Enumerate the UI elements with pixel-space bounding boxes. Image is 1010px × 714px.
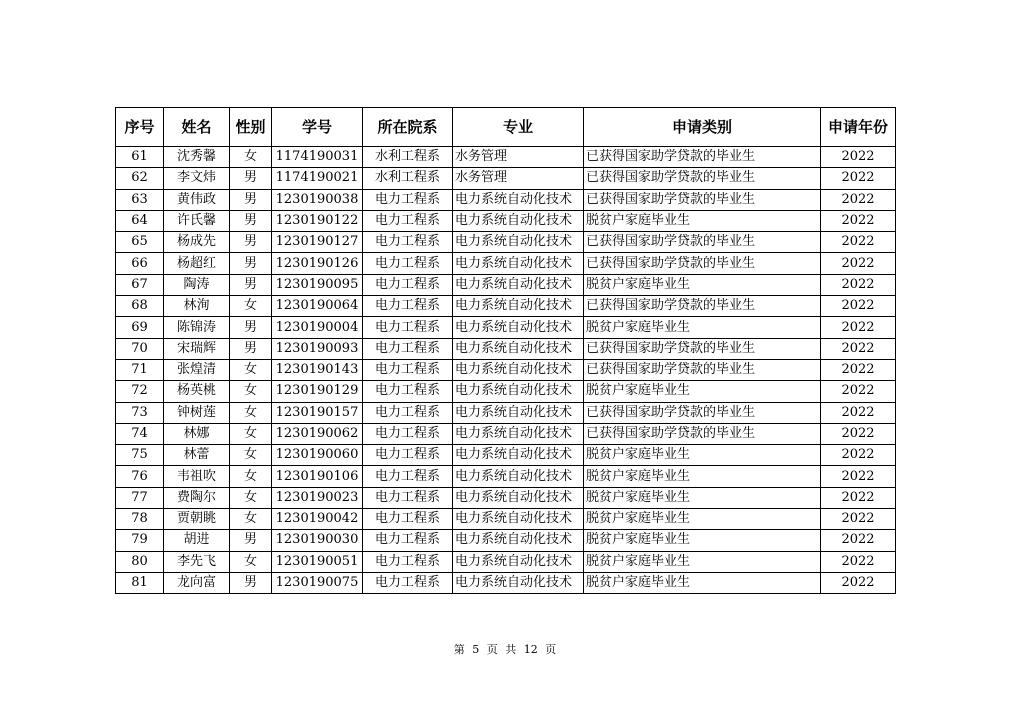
cell-category: 脱贫户家庭毕业生: [584, 445, 821, 466]
cell-student-id: 1230190157: [272, 402, 363, 423]
cell-name: 张煌清: [164, 359, 230, 380]
cell-gender: 男: [230, 168, 272, 189]
cell-year: 2022: [821, 359, 896, 380]
table-row: [116, 359, 896, 380]
cell-major: 电力系统自动化技术: [453, 402, 584, 423]
cell-name: 林蕾: [164, 445, 230, 466]
cell-category: 已获得国家助学贷款的毕业生: [584, 402, 821, 423]
cell-major: 电力系统自动化技术: [453, 296, 584, 317]
cell-year: 2022: [821, 168, 896, 189]
cell-student-id: 1230190062: [272, 423, 363, 444]
cell-major: 电力系统自动化技术: [453, 381, 584, 402]
table-row: [116, 168, 896, 189]
cell-student-id: 1230190106: [272, 466, 363, 487]
cell-gender: 女: [230, 359, 272, 380]
cell-year: 2022: [821, 423, 896, 444]
cell-major: 电力系统自动化技术: [453, 274, 584, 295]
table-row: [116, 147, 896, 168]
cell-year: 2022: [821, 487, 896, 508]
cell-gender: 男: [230, 253, 272, 274]
header-category: 申请类别: [584, 108, 821, 147]
cell-category: 已获得国家助学贷款的毕业生: [584, 296, 821, 317]
cell-name: 龙向富: [164, 572, 230, 593]
cell-gender: 男: [230, 338, 272, 359]
cell-major: 电力系统自动化技术: [453, 359, 584, 380]
header-department: 所在院系: [363, 108, 453, 147]
footer-suffix: 页: [545, 643, 557, 656]
header-gender: 性别: [230, 108, 272, 147]
cell-name: 韦祖吹: [164, 466, 230, 487]
cell-category: 已获得国家助学贷款的毕业生: [584, 423, 821, 444]
cell-department: 电力工程系: [363, 466, 453, 487]
cell-department: 水利工程系: [363, 168, 453, 189]
cell-year: 2022: [821, 147, 896, 168]
cell-major: 电力系统自动化技术: [453, 423, 584, 444]
cell-major: 电力系统自动化技术: [453, 189, 584, 210]
table-row: [116, 530, 896, 551]
cell-student-id: 1174190031: [272, 147, 363, 168]
cell-year: 2022: [821, 381, 896, 402]
cell-category: 脱贫户家庭毕业生: [584, 487, 821, 508]
cell-category: 脱贫户家庭毕业生: [584, 381, 821, 402]
cell-name: 贾朝眺: [164, 509, 230, 530]
cell-name: 林洵: [164, 296, 230, 317]
cell-gender: 女: [230, 423, 272, 444]
table-row: [116, 210, 896, 231]
cell-name: 沈秀馨: [164, 147, 230, 168]
table-row: [116, 551, 896, 572]
table-row: [116, 402, 896, 423]
cell-index: 69: [116, 317, 164, 338]
cell-category: 已获得国家助学贷款的毕业生: [584, 253, 821, 274]
footer-total-word: 共: [505, 643, 517, 656]
cell-department: 电力工程系: [363, 232, 453, 253]
cell-major: 水务管理: [453, 147, 584, 168]
cell-major: 电力系统自动化技术: [453, 210, 584, 231]
cell-index: 75: [116, 445, 164, 466]
cell-student-id: 1230190038: [272, 189, 363, 210]
cell-index: 72: [116, 381, 164, 402]
header-student-id: 学号: [272, 108, 363, 147]
cell-index: 74: [116, 423, 164, 444]
cell-major: 电力系统自动化技术: [453, 530, 584, 551]
table-row: [116, 572, 896, 593]
cell-student-id: 1174190021: [272, 168, 363, 189]
cell-name: 胡进: [164, 530, 230, 551]
cell-major: 电力系统自动化技术: [453, 253, 584, 274]
header-index: 序号: [116, 108, 164, 147]
cell-department: 电力工程系: [363, 381, 453, 402]
cell-category: 脱贫户家庭毕业生: [584, 530, 821, 551]
cell-gender: 男: [230, 530, 272, 551]
cell-student-id: 1230190030: [272, 530, 363, 551]
cell-department: 电力工程系: [363, 359, 453, 380]
cell-department: 电力工程系: [363, 296, 453, 317]
header-major: 专业: [453, 108, 584, 147]
cell-gender: 女: [230, 509, 272, 530]
cell-index: 62: [116, 168, 164, 189]
page-footer: [0, 641, 1010, 657]
cell-department: 电力工程系: [363, 189, 453, 210]
cell-index: 66: [116, 253, 164, 274]
cell-year: 2022: [821, 317, 896, 338]
cell-category: 脱贫户家庭毕业生: [584, 572, 821, 593]
cell-year: 2022: [821, 572, 896, 593]
cell-gender: 女: [230, 487, 272, 508]
cell-department: 电力工程系: [363, 487, 453, 508]
cell-year: 2022: [821, 466, 896, 487]
cell-name: 杨成先: [164, 232, 230, 253]
cell-student-id: 1230190095: [272, 274, 363, 295]
cell-category: 脱贫户家庭毕业生: [584, 551, 821, 572]
cell-name: 费陶尔: [164, 487, 230, 508]
cell-major: 电力系统自动化技术: [453, 487, 584, 508]
cell-major: 电力系统自动化技术: [453, 445, 584, 466]
header-row: [116, 108, 896, 147]
cell-department: 电力工程系: [363, 572, 453, 593]
cell-student-id: 1230190060: [272, 445, 363, 466]
cell-department: 电力工程系: [363, 338, 453, 359]
cell-year: 2022: [821, 232, 896, 253]
cell-major: 电力系统自动化技术: [453, 232, 584, 253]
cell-year: 2022: [821, 274, 896, 295]
cell-student-id: 1230190075: [272, 572, 363, 593]
cell-major: 电力系统自动化技术: [453, 572, 584, 593]
cell-student-id: 1230190129: [272, 381, 363, 402]
cell-name: 杨超红: [164, 253, 230, 274]
cell-category: 已获得国家助学贷款的毕业生: [584, 232, 821, 253]
cell-gender: 女: [230, 381, 272, 402]
cell-category: 已获得国家助学贷款的毕业生: [584, 359, 821, 380]
cell-name: 钟树莲: [164, 402, 230, 423]
cell-category: 已获得国家助学贷款的毕业生: [584, 168, 821, 189]
cell-gender: 男: [230, 317, 272, 338]
cell-index: 67: [116, 274, 164, 295]
cell-student-id: 1230190064: [272, 296, 363, 317]
cell-gender: 女: [230, 402, 272, 423]
student-table: [115, 107, 896, 594]
table-row: [116, 423, 896, 444]
cell-index: 64: [116, 210, 164, 231]
footer-prefix: 第: [453, 643, 465, 656]
cell-student-id: 1230190042: [272, 509, 363, 530]
cell-department: 电力工程系: [363, 445, 453, 466]
table-row: [116, 296, 896, 317]
cell-name: 许氏馨: [164, 210, 230, 231]
cell-major: 电力系统自动化技术: [453, 509, 584, 530]
cell-student-id: 1230190126: [272, 253, 363, 274]
cell-category: 已获得国家助学贷款的毕业生: [584, 189, 821, 210]
cell-department: 电力工程系: [363, 210, 453, 231]
cell-index: 65: [116, 232, 164, 253]
cell-student-id: 1230190051: [272, 551, 363, 572]
cell-gender: 男: [230, 572, 272, 593]
table-row: [116, 338, 896, 359]
cell-major: 电力系统自动化技术: [453, 338, 584, 359]
table-row: [116, 189, 896, 210]
table-row: [116, 466, 896, 487]
cell-major: 电力系统自动化技术: [453, 466, 584, 487]
cell-major: 水务管理: [453, 168, 584, 189]
cell-year: 2022: [821, 509, 896, 530]
cell-category: 脱贫户家庭毕业生: [584, 317, 821, 338]
cell-index: 71: [116, 359, 164, 380]
cell-department: 电力工程系: [363, 530, 453, 551]
cell-name: 林娜: [164, 423, 230, 444]
cell-category: 脱贫户家庭毕业生: [584, 509, 821, 530]
cell-gender: 女: [230, 551, 272, 572]
cell-year: 2022: [821, 530, 896, 551]
cell-student-id: 1230190143: [272, 359, 363, 380]
cell-name: 李文炜: [164, 168, 230, 189]
cell-major: 电力系统自动化技术: [453, 317, 584, 338]
footer-page-number: 5: [472, 643, 480, 656]
cell-index: 70: [116, 338, 164, 359]
cell-gender: 男: [230, 189, 272, 210]
cell-gender: 女: [230, 296, 272, 317]
table-row: [116, 509, 896, 530]
cell-index: 77: [116, 487, 164, 508]
cell-department: 电力工程系: [363, 317, 453, 338]
cell-department: 电力工程系: [363, 509, 453, 530]
cell-year: 2022: [821, 189, 896, 210]
cell-category: 脱贫户家庭毕业生: [584, 274, 821, 295]
cell-year: 2022: [821, 445, 896, 466]
cell-year: 2022: [821, 210, 896, 231]
cell-student-id: 1230190004: [272, 317, 363, 338]
cell-name: 宋瑞辉: [164, 338, 230, 359]
cell-index: 79: [116, 530, 164, 551]
cell-index: 61: [116, 147, 164, 168]
cell-gender: 女: [230, 445, 272, 466]
cell-name: 杨英桃: [164, 381, 230, 402]
table-row: [116, 253, 896, 274]
cell-index: 76: [116, 466, 164, 487]
cell-category: 脱贫户家庭毕业生: [584, 210, 821, 231]
cell-index: 63: [116, 189, 164, 210]
cell-department: 电力工程系: [363, 423, 453, 444]
cell-gender: 男: [230, 232, 272, 253]
cell-year: 2022: [821, 296, 896, 317]
cell-year: 2022: [821, 402, 896, 423]
cell-name: 李先飞: [164, 551, 230, 572]
footer-total-pages: 12: [523, 643, 538, 656]
header-name: 姓名: [164, 108, 230, 147]
header-year: 申请年份: [821, 108, 896, 147]
cell-department: 电力工程系: [363, 253, 453, 274]
cell-student-id: 1230190093: [272, 338, 363, 359]
table-row: [116, 445, 896, 466]
cell-category: 已获得国家助学贷款的毕业生: [584, 338, 821, 359]
cell-name: 陶涛: [164, 274, 230, 295]
cell-student-id: 1230190122: [272, 210, 363, 231]
cell-index: 78: [116, 509, 164, 530]
cell-index: 73: [116, 402, 164, 423]
cell-year: 2022: [821, 253, 896, 274]
table-row: [116, 487, 896, 508]
cell-gender: 女: [230, 466, 272, 487]
cell-name: 陈锦涛: [164, 317, 230, 338]
cell-name: 黄伟政: [164, 189, 230, 210]
cell-department: 电力工程系: [363, 402, 453, 423]
cell-gender: 男: [230, 274, 272, 295]
cell-index: 80: [116, 551, 164, 572]
cell-year: 2022: [821, 551, 896, 572]
cell-department: 电力工程系: [363, 274, 453, 295]
cell-index: 81: [116, 572, 164, 593]
cell-student-id: 1230190127: [272, 232, 363, 253]
cell-department: 电力工程系: [363, 551, 453, 572]
table-row: [116, 381, 896, 402]
cell-category: 脱贫户家庭毕业生: [584, 466, 821, 487]
cell-category: 已获得国家助学贷款的毕业生: [584, 147, 821, 168]
cell-student-id: 1230190023: [272, 487, 363, 508]
cell-gender: 男: [230, 210, 272, 231]
table-row: [116, 274, 896, 295]
cell-department: 水利工程系: [363, 147, 453, 168]
table-row: [116, 232, 896, 253]
cell-index: 68: [116, 296, 164, 317]
table-row: [116, 317, 896, 338]
cell-year: 2022: [821, 338, 896, 359]
footer-page-word: 页: [486, 643, 498, 656]
cell-major: 电力系统自动化技术: [453, 551, 584, 572]
cell-gender: 女: [230, 147, 272, 168]
